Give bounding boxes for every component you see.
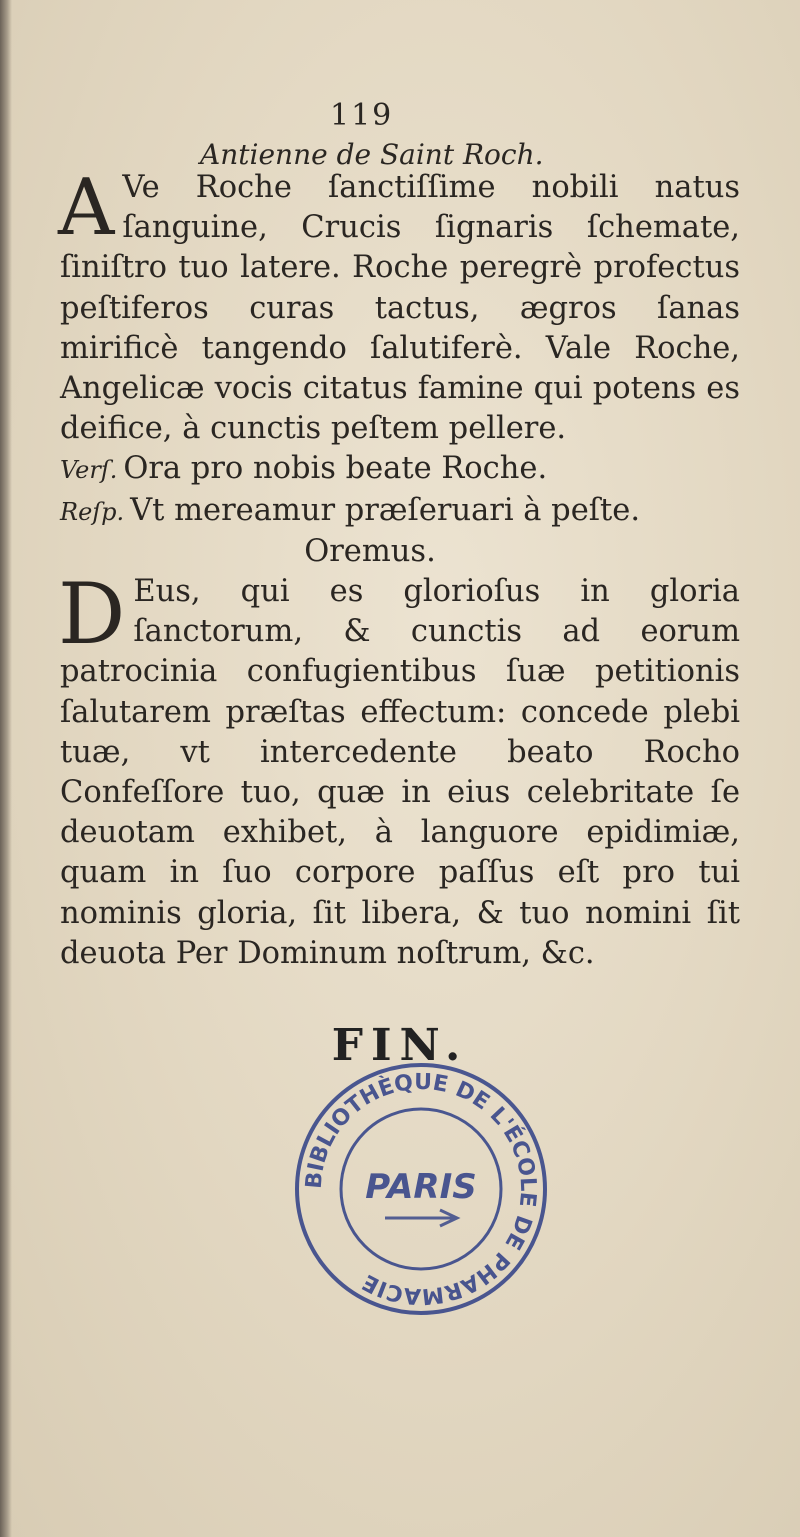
- page-gutter-shadow: [0, 0, 12, 1537]
- prayer-text: Eus, qui es glorioſus in gloria ſanctorum, & cunctis ad eorum patrocinia confugientibus ſuæ petitionis ſalutarem præſtas effectum: concede plebi tuæ, vt intercedente beato Rocho Confeſſore tuo, quæ in eius celebritate ſe deuotam exhibet, à languore epidimiæ, quam in ſuo corpore paſſus eſt pro tui nominis gloria, ſit libera, & tuo nomini ſit deuota Per Dominum noſtrum, &c.: [60, 574, 740, 971]
- response-label: Reſp.: [60, 497, 125, 526]
- oremus-heading: Oremus.: [304, 533, 436, 569]
- fin-marker: FIN.: [331, 1020, 469, 1071]
- prayer-initial: D: [58, 565, 126, 664]
- versicle: [60, 449, 740, 490]
- stamp-arrow-icon: [385, 1210, 457, 1226]
- section-heading: Antienne de Saint Roch.: [200, 138, 544, 171]
- versicle-label: Verſ.: [60, 456, 118, 485]
- response-text: Vt mereamur præſeruari à peſte.: [130, 492, 641, 528]
- stamp-ring-text: BIBLIOTHÈQUE DE L'ÉCOLE DE PHARMACIE: [301, 1069, 541, 1309]
- prayer-paragraph: [58, 565, 740, 974]
- antiphon-text: Ve Roche ſanctiſſime nobili natus ſanguine, Crucis ſignaris ſchemate, ſiniſtro tuo latere. Roche peregrè profectus peſtiferos curas tactus, ægros ſanas mirificè tangendo ſalutiferè. Vale Roche, Angelicæ vocis citatus famine qui potens es deifice, à cunctis peſtem pellere.: [60, 170, 740, 447]
- antiphon-initial: A: [58, 163, 115, 253]
- versicle-text: Ora pro nobis beate Roche.: [123, 451, 548, 487]
- page-number: 119: [330, 98, 394, 133]
- response: [60, 491, 740, 532]
- stamp-center-text: PARIS: [365, 1167, 477, 1207]
- library-stamp: [290, 1058, 552, 1320]
- text-body: [58, 163, 740, 974]
- antiphon-paragraph: [58, 163, 740, 449]
